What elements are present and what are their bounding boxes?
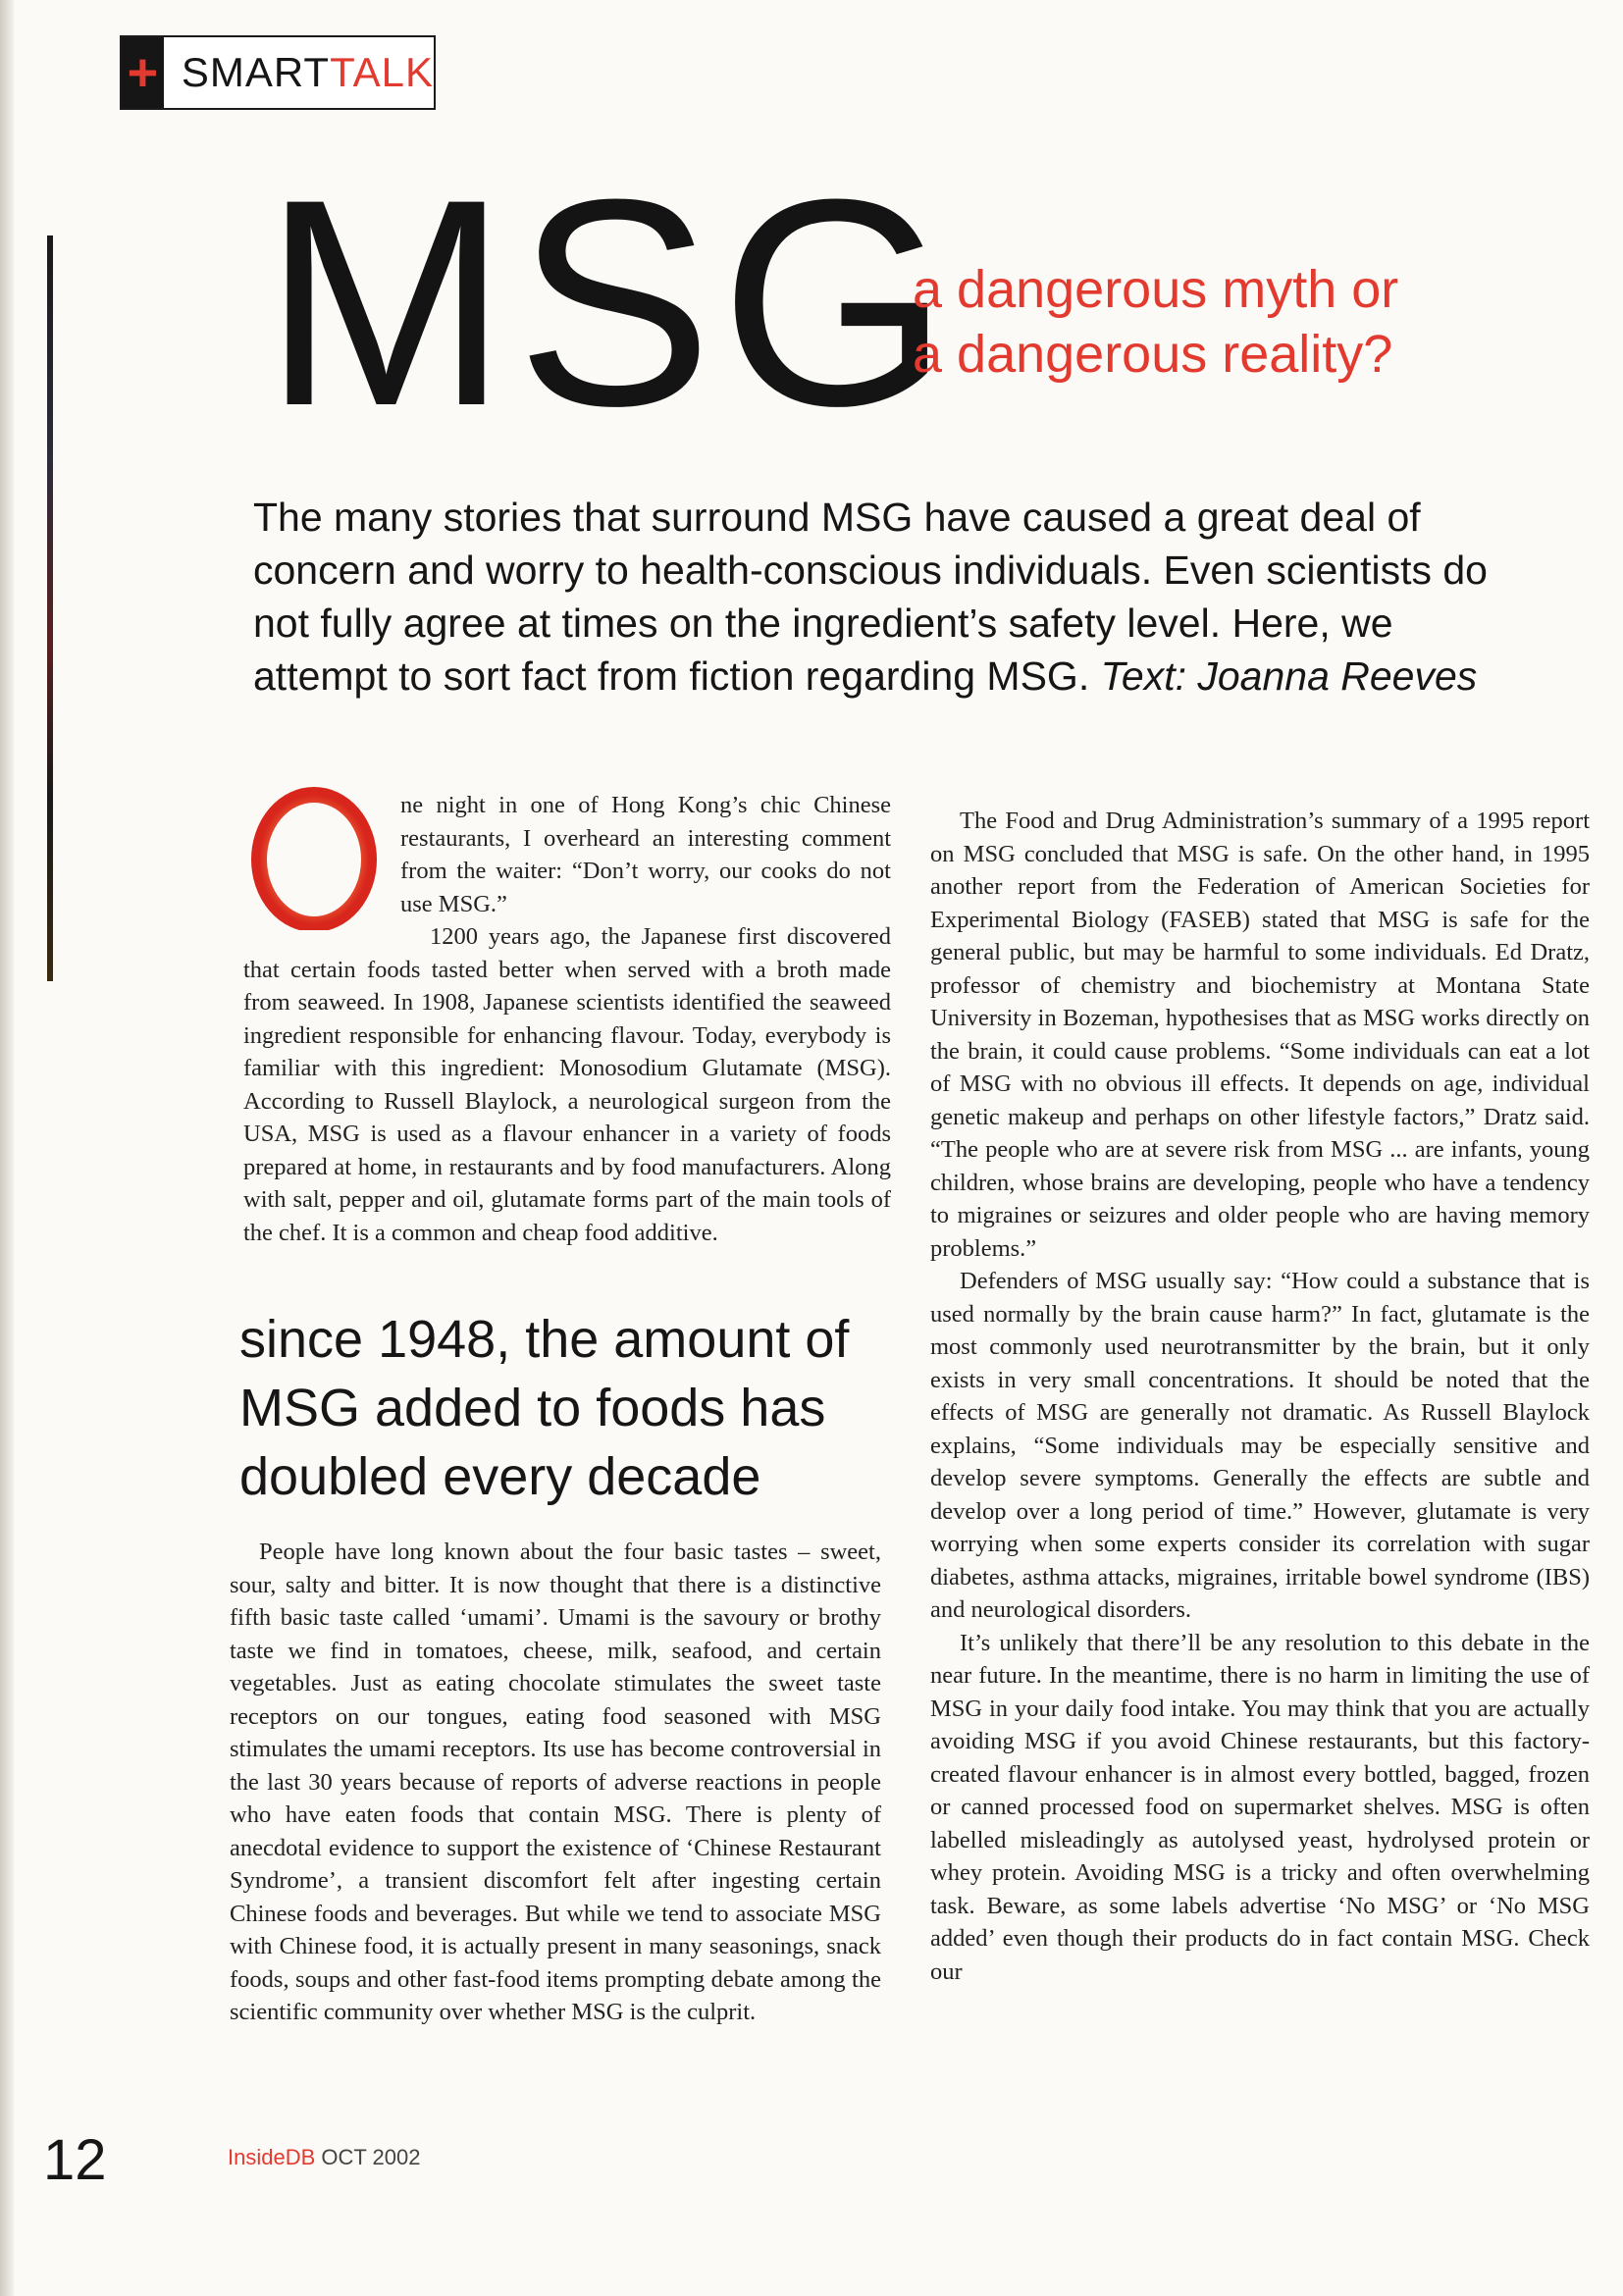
drop-cap-ring (243, 783, 391, 930)
paragraph-1: ne night in one of Hong Kong’s chic Chinese restaurants, I overheard an interesting comment from the waiter: “Don’t worry, our cooks do not use MSG.” (400, 792, 891, 917)
column-1-top (243, 789, 891, 1249)
article-title: MSG (263, 137, 958, 467)
standfirst-text: The many stories that surround MSG have caused a great deal of concern and worry to health-conscious individuals. Even scientists do not fully agree at times on the ingredient’s safety level. Here, we attempt to sort fact from fiction regarding MSG. (253, 495, 1488, 699)
plus-icon: + (122, 37, 164, 108)
paragraph-3: People have long known about the four basic tastes – sweet, sour, salty and bitter. It is now thought that there is a distinctive fifth basic taste called ‘umami’. Umami is the savoury or brothy taste we find in tomatoes, cheese, milk, seafood, and certain vegetables. Just as eating chocolate stimulates the sweet taste receptors on our tongues, eating food seasoned with MSG stimulates the umami receptors. Its use has become controversial in the last 30 years because of reports of adverse reactions in people who have eaten foods that contain MSG. There is plenty of anecdotal evidence to support the existence of ‘Chinese Restaurant Syndrome’, a transient discomfort felt after ingesting certain Chinese foods and beverages. But while we tend to associate MSG with Chinese food, it is actually present in many seasonings, snack foods, soups and other fast-food items prompting debate among the scientific community over whether MSG is the culprit. (230, 1539, 881, 2025)
section-banner (120, 35, 436, 110)
column-1-bottom (230, 1536, 881, 2029)
column-2 (930, 805, 1590, 1988)
drop-cap (243, 789, 391, 934)
issue-date: OCT 2002 (315, 2145, 421, 2169)
publication-name: InsideDB (228, 2145, 316, 2169)
left-photo-strip (47, 235, 53, 981)
paragraph-5: Defenders of MSG usually say: “How could a substance that is used normally by the brain cause harm?” In fact, glutamate is the most commonly used neurotransmitter by the brain, but it only exists in very small concentrations. It should be noted that the effects of MSG are generally not dramatic. As Russell Blaylock explains, “Some individuals may be especially sensitive and develop severe symptoms. Generally the effects are subtle and develop over a long period of time.” However, glutamate is very worrying when some experts consider its correlation with sugar diabetes, asthma attacks, migraines, irritable bowel syndrome (IBS) and neurological disorders. (930, 1268, 1590, 1623)
paragraph-2: 1200 years ago, the Japanese first discovered that certain foods tasted better when served with a broth made from seaweed. In 1908, Japanese scientists identified the seaweed ingredient responsible for enhancing flavour. Today, everybody is familiar with this ingredient: Monosodium Glutamate (MSG). According to Russell Blaylock, a neurological surgeon from the USA, MSG is used as a flavour enhancer in a variety of foods prepared at home, in restaurants and by food manufacturers. Along with salt, pepper and oil, glutamate forms part of the main tools of the chef. It is a common and cheap food additive. (243, 923, 891, 1246)
section-label-talk: TALK (330, 49, 434, 95)
paragraph-4: The Food and Drug Administration’s summary of a 1995 report on MSG concluded that MSG is safe. On the other hand, in 1995 another report from the Federation of American Societies for Experimental Biology (FASEB) stated that MSG is safe for the general public, but may be harmful to some individuals. Ed Dratz, professor of chemistry and biochemistry at Montana State University in Bozeman, hypothesises that as MSG works directly on the brain, it could cause problems. “Some individuals can eat a lot of MSG with no obvious ill effects. It depends on age, individual genetic makeup and perhaps on other lifestyle factors,” Dratz said. “The people who are at severe risk from MSG ... are infants, young children, whose brains are developing, people who have a tendency to migraines or seizures and older people who are having memory problems.” (930, 808, 1590, 1262)
drop-cap-letter: O (314, 860, 315, 861)
section-label-smart: SMART (181, 49, 331, 95)
subtitle-line-2: a dangerous reality? (913, 325, 1393, 384)
page-edge-shadow (0, 0, 14, 2296)
footer-publication (228, 2145, 421, 2170)
subtitle-line-1: a dangerous myth or (913, 260, 1399, 319)
article-subtitle (913, 257, 1398, 387)
standfirst (253, 491, 1529, 703)
section-label (164, 37, 434, 108)
page-number: 12 (43, 2128, 107, 2192)
pull-quote: since 1948, the amount of MSG added to foods has doubled every decade (239, 1310, 850, 1506)
author-credit: Text: Joanna Reeves (1100, 653, 1478, 699)
paragraph-6: It’s unlikely that there’ll be any resolution to this debate in the near future. In the meantime, there is no harm in limiting the use of MSG in your daily food intake. You may think that you are actually avoiding MSG if you avoid Chinese restaurants, but this factory-created flavour enhancer is in almost every bottled, bagged, frozen or canned processed food on supermarket shelves. MSG is often labelled misleadingly as autolysed yeast, hydrolysed protein or whey protein. Avoiding MSG is a tricky and often overwhelming task. Beware, as some labels advertise ‘No MSG’ or ‘No MSG added’ even though their products do in fact contain MSG. Check our (930, 1629, 1590, 1985)
